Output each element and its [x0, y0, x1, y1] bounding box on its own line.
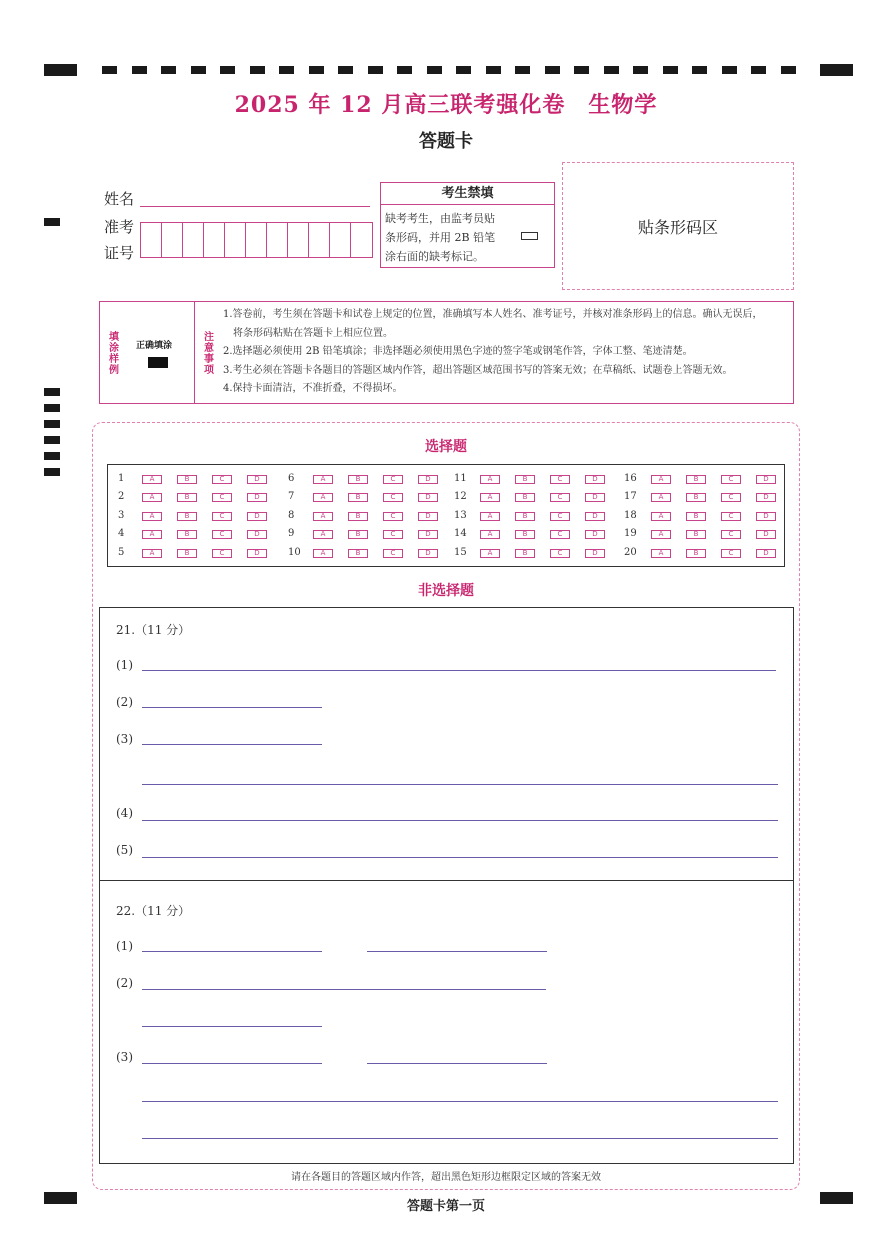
note-item: 将条形码粘贴在答题卡上相应位置。 [223, 327, 393, 339]
note-item: 1.答卷前，考生须在答题卡和试卷上规定的位置，准确填写本人姓名、准考证号，并核对准条形码上的信息。确认无误后， [223, 309, 763, 320]
barcode-area-label: 贴条形码区 [637, 218, 718, 237]
q22-header: 22.（11 分） [116, 904, 191, 918]
answer-bubble-5-b[interactable]: B [177, 549, 197, 558]
answer-bubble-4-c[interactable]: C [212, 530, 232, 539]
timing-mark [604, 66, 619, 74]
answer-bubble-7-c[interactable]: C [383, 493, 403, 502]
question-number: 20 [624, 547, 637, 558]
q22-part-2-label: (2) [116, 976, 133, 990]
answer-bubble-16-c[interactable]: C [721, 475, 741, 484]
correct-fill-label: 正确填涂 [136, 341, 173, 351]
question-number: 13 [454, 510, 467, 521]
answer-bubble-6-a[interactable]: A [313, 475, 333, 484]
answer-bubble-5-d[interactable]: D [247, 549, 267, 558]
answer-bubble-13-c[interactable]: C [550, 512, 570, 521]
absent-box-line2: 条形码，并用 2B 铅笔 [385, 231, 496, 244]
answer-bubble-7-b[interactable]: B [348, 493, 368, 502]
timing-mark [663, 66, 678, 74]
corner-mark-top-left [44, 64, 77, 76]
name-field[interactable] [140, 206, 370, 207]
answer-bubble-15-c[interactable]: C [550, 549, 570, 558]
answer-bubble-11-c[interactable]: C [550, 475, 570, 484]
question-number: 18 [624, 510, 637, 521]
answer-bubble-14-b[interactable]: B [515, 530, 535, 539]
answer-bubble-9-b[interactable]: B [348, 530, 368, 539]
answer-bubble-1-a[interactable]: A [142, 475, 162, 484]
answer-bubble-20-a[interactable]: A [651, 549, 671, 558]
instructions-box [99, 301, 794, 404]
answer-bubble-4-b[interactable]: B [177, 530, 197, 539]
answer-bubble-15-b[interactable]: B [515, 549, 535, 558]
answer-bubble-16-a[interactable]: A [651, 475, 671, 484]
answer-bubble-18-a[interactable]: A [651, 512, 671, 521]
answer-bubble-9-c[interactable]: C [383, 530, 403, 539]
q21-part-3-line[interactable] [142, 744, 322, 745]
answer-bubble-18-b[interactable]: B [686, 512, 706, 521]
answer-bubble-11-d[interactable]: D [585, 475, 605, 484]
answer-bubble-8-d[interactable]: D [418, 512, 438, 521]
timing-mark [338, 66, 353, 74]
question-number: 10 [288, 547, 301, 558]
answer-bubble-19-b[interactable]: B [686, 530, 706, 539]
timing-mark [309, 66, 324, 74]
absent-box [380, 182, 555, 268]
choice-section-title: 选择题 [425, 439, 467, 455]
answer-bubble-12-a[interactable]: A [480, 493, 500, 502]
answer-bubble-3-b[interactable]: B [177, 512, 197, 521]
answer-bubble-17-b[interactable]: B [686, 493, 706, 502]
question-number: 19 [624, 528, 637, 539]
answer-bubble-13-d[interactable]: D [585, 512, 605, 521]
answer-bubble-3-a[interactable]: A [142, 512, 162, 521]
answer-bubble-11-a[interactable]: A [480, 475, 500, 484]
q21-header: 21.（11 分） [116, 623, 191, 637]
timing-mark [161, 66, 176, 74]
answer-bubble-17-a[interactable]: A [651, 493, 671, 502]
answer-bubble-10-a[interactable]: A [313, 549, 333, 558]
q21-part-3-label: (3) [116, 732, 133, 746]
answer-bubble-14-d[interactable]: D [585, 530, 605, 539]
answer-bubble-6-c[interactable]: C [383, 475, 403, 484]
question-number: 12 [454, 491, 467, 502]
answer-bubble-13-a[interactable]: A [480, 512, 500, 521]
page-title: 2025 年 12 月高三联考强化卷 生物学 [234, 92, 658, 118]
answer-bubble-13-b[interactable]: B [515, 512, 535, 521]
nonchoice-frame [99, 607, 794, 1164]
question-number: 16 [624, 473, 637, 484]
question-divider [99, 880, 794, 881]
timing-mark [44, 388, 60, 396]
answer-bubble-14-a[interactable]: A [480, 530, 500, 539]
answer-bubble-1-c[interactable]: C [212, 475, 232, 484]
timing-mark [397, 66, 412, 74]
question-number: 8 [288, 510, 295, 521]
absent-box-title: 考生禁填 [381, 183, 554, 205]
q22-part-2-line[interactable] [142, 989, 546, 990]
timing-mark [44, 404, 60, 412]
fill-example-column [100, 302, 195, 403]
choice-grid [107, 464, 785, 567]
q21-part-5-line[interactable] [142, 857, 778, 858]
answer-bubble-10-d[interactable]: D [418, 549, 438, 558]
side-mark [44, 218, 60, 226]
correct-fill-sample [148, 357, 168, 368]
answer-bubble-2-d[interactable]: D [247, 493, 267, 502]
q22-part-1-label: (1) [116, 939, 133, 953]
notes-label: 注意事项 [204, 332, 214, 376]
question-number: 5 [118, 547, 125, 558]
question-number: 17 [624, 491, 637, 502]
q22-part-1-line-2[interactable] [367, 951, 547, 952]
timing-mark [574, 66, 589, 74]
note-item: 2.选择题必须使用 2B 铅笔填涂；非选择题必须使用黑色字迹的签字笔或钢笔作答，字体工整、笔迹清楚。 [223, 346, 693, 357]
answer-bubble-2-a[interactable]: A [142, 493, 162, 502]
timing-mark [456, 66, 471, 74]
timing-mark [722, 66, 737, 74]
timing-mark [191, 66, 206, 74]
answer-bubble-5-c[interactable]: C [212, 549, 232, 558]
name-label: 姓名 [104, 190, 135, 208]
question-number: 2 [118, 491, 125, 502]
question-number: 14 [454, 528, 467, 539]
exam-id-label-top: 准考 [104, 218, 135, 236]
q21-part-1-label: (1) [116, 658, 133, 672]
answer-bubble-1-b[interactable]: B [177, 475, 197, 484]
answer-bubble-4-d[interactable]: D [247, 530, 267, 539]
answer-bubble-2-c[interactable]: C [212, 493, 232, 502]
answer-bubble-20-c[interactable]: C [721, 549, 741, 558]
footer-warning: 请在各题目的答题区域内作答，超出黑色矩形边框限定区域的答案无效 [291, 1172, 601, 1183]
answer-bubble-11-b[interactable]: B [515, 475, 535, 484]
exam-id-label-bottom: 证号 [104, 244, 135, 262]
answer-bubble-14-c[interactable]: C [550, 530, 570, 539]
timing-mark [751, 66, 766, 74]
question-number: 4 [118, 528, 125, 539]
q22-part-3-line[interactable] [142, 1063, 322, 1064]
q22-part-3-line-3[interactable] [142, 1101, 778, 1102]
answer-bubble-2-b[interactable]: B [177, 493, 197, 502]
answer-bubble-5-a[interactable]: A [142, 549, 162, 558]
answer-bubble-10-b[interactable]: B [348, 549, 368, 558]
answer-bubble-15-a[interactable]: A [480, 549, 500, 558]
q22-part-3-line-2[interactable] [367, 1063, 547, 1064]
timing-mark [368, 66, 383, 74]
note-item: 3.考生必须在答题卡各题目的答题区域内作答，超出答题区域范围书写的答案无效；在草稿纸、试题卷上答题无效。 [223, 364, 733, 376]
answer-bubble-12-c[interactable]: C [550, 493, 570, 502]
question-number: 1 [118, 473, 125, 484]
q22-part-2-line-2[interactable] [142, 1026, 322, 1027]
q21-part-2-label: (2) [116, 695, 133, 709]
q22-part-3-line-4[interactable] [142, 1138, 778, 1139]
answer-bubble-8-b[interactable]: B [348, 512, 368, 521]
answer-bubble-10-c[interactable]: C [383, 549, 403, 558]
answer-bubble-12-d[interactable]: D [585, 493, 605, 502]
question-number: 9 [288, 528, 295, 539]
exam-id-grid[interactable] [140, 222, 373, 258]
answer-bubble-17-d[interactable]: D [756, 493, 776, 502]
answer-bubble-16-b[interactable]: B [686, 475, 706, 484]
answer-bubble-8-c[interactable]: C [383, 512, 403, 521]
answer-bubble-20-b[interactable]: B [686, 549, 706, 558]
timing-mark [220, 66, 235, 74]
answer-bubble-8-a[interactable]: A [313, 512, 333, 521]
answer-bubble-18-c[interactable]: C [721, 512, 741, 521]
note-item: 4.保持卡面清洁，不准折叠，不得损坏。 [223, 383, 403, 394]
timing-mark [250, 66, 265, 74]
question-number: 6 [288, 473, 295, 484]
answer-bubble-4-a[interactable]: A [142, 530, 162, 539]
answer-bubble-12-b[interactable]: B [515, 493, 535, 502]
timing-mark [44, 468, 60, 476]
answer-bubble-9-a[interactable]: A [313, 530, 333, 539]
nonchoice-section-title: 非选择题 [418, 583, 474, 599]
answer-bubble-15-d[interactable]: D [585, 549, 605, 558]
q21-part-2-line[interactable] [142, 707, 322, 708]
answer-bubble-16-d[interactable]: D [756, 475, 776, 484]
question-number: 7 [288, 491, 295, 502]
q21-part-3-line-2[interactable] [142, 784, 778, 785]
timing-mark [486, 66, 501, 74]
answer-bubble-3-d[interactable]: D [247, 512, 267, 521]
answer-bubble-3-c[interactable]: C [212, 512, 232, 521]
timing-mark [44, 420, 60, 428]
timing-mark [427, 66, 442, 74]
timing-mark [132, 66, 147, 74]
absent-box-line1: 缺考考生，由监考员贴 [385, 212, 495, 225]
q21-part-4-label: (4) [116, 806, 133, 820]
answer-bubble-18-d[interactable]: D [756, 512, 776, 521]
page-number: 答题卡第一页 [406, 1199, 485, 1214]
answer-bubble-6-b[interactable]: B [348, 475, 368, 484]
timing-mark [692, 66, 707, 74]
answer-bubble-9-d[interactable]: D [418, 530, 438, 539]
answer-bubble-20-d[interactable]: D [756, 549, 776, 558]
answer-bubble-17-c[interactable]: C [721, 493, 741, 502]
absent-mark-checkbox[interactable] [521, 232, 538, 240]
absent-box-line3: 涂右面的缺考标记。 [385, 250, 484, 263]
answer-bubble-7-d[interactable]: D [418, 493, 438, 502]
q22-part-1-line[interactable] [142, 951, 322, 952]
timing-mark [781, 66, 796, 74]
answer-bubble-6-d[interactable]: D [418, 475, 438, 484]
answer-bubble-19-d[interactable]: D [756, 530, 776, 539]
q21-part-4-line[interactable] [142, 820, 778, 821]
answer-bubble-19-c[interactable]: C [721, 530, 741, 539]
fill-example-label: 填涂样例 [109, 332, 119, 376]
timing-mark [279, 66, 294, 74]
question-number: 11 [454, 473, 467, 484]
barcode-area [562, 162, 794, 290]
timing-mark [102, 66, 117, 74]
timing-mark [633, 66, 648, 74]
page-subtitle: 答题卡 [419, 131, 473, 152]
question-number: 15 [454, 547, 467, 558]
timing-mark [515, 66, 530, 74]
answer-bubble-1-d[interactable]: D [247, 475, 267, 484]
q21-part-1-line[interactable] [142, 670, 776, 671]
corner-mark-top-right [820, 64, 853, 76]
timing-mark [545, 66, 560, 74]
question-number: 3 [118, 510, 125, 521]
q22-part-3-label: (3) [116, 1050, 133, 1064]
answer-bubble-7-a[interactable]: A [313, 493, 333, 502]
answer-bubble-19-a[interactable]: A [651, 530, 671, 539]
q21-part-5-label: (5) [116, 843, 133, 857]
